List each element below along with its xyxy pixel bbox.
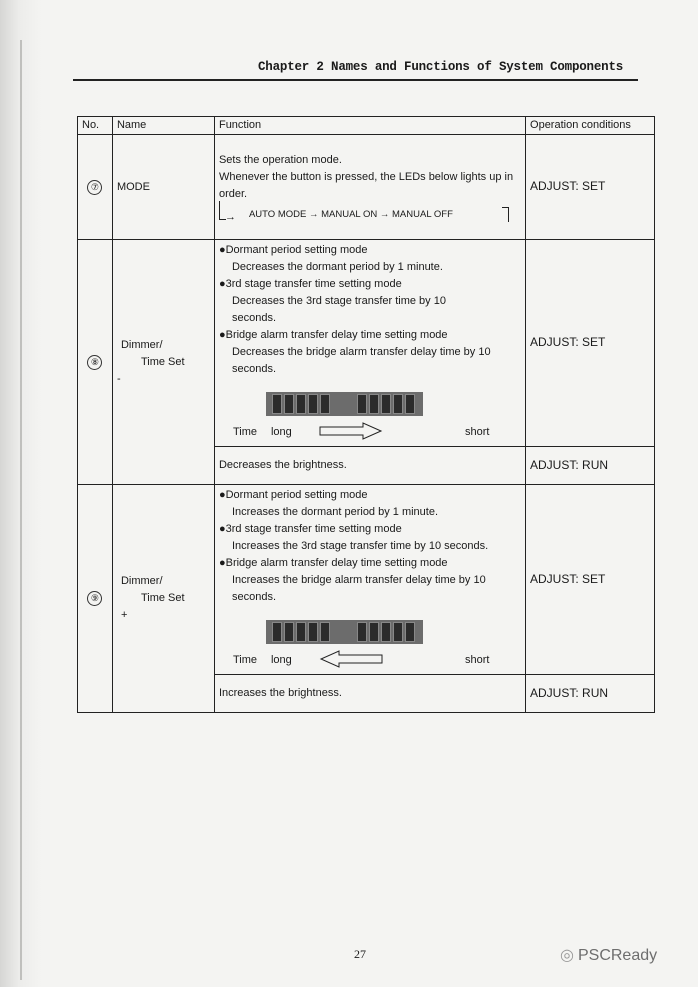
page-number: 27 bbox=[354, 947, 366, 961]
function-line: seconds. bbox=[231, 312, 276, 324]
function-line: ●Dormant period setting mode bbox=[218, 489, 368, 501]
led-segment bbox=[272, 394, 282, 414]
item-name-line2: Time Set bbox=[140, 592, 185, 604]
short-label: short bbox=[464, 654, 490, 666]
operation-condition: ADJUST: SET bbox=[530, 571, 606, 586]
led-segment bbox=[308, 622, 318, 642]
function-line: ●3rd stage transfer time setting mode bbox=[218, 278, 402, 290]
header-rule bbox=[73, 79, 638, 81]
long-label: long bbox=[270, 654, 292, 666]
led-segment bbox=[320, 394, 330, 414]
item-sign: - bbox=[116, 372, 121, 385]
binding-line bbox=[20, 40, 22, 980]
function-line: seconds. bbox=[231, 363, 276, 375]
item-sign: + bbox=[120, 609, 128, 621]
operation-condition: ADJUST: SET bbox=[530, 335, 606, 349]
item-name: Dimmer/ bbox=[120, 338, 163, 351]
mode-sequence bbox=[219, 205, 521, 223]
col-header-name: Name bbox=[112, 117, 214, 135]
col-header-operation: Operation conditions bbox=[526, 117, 655, 135]
led-display bbox=[266, 392, 423, 416]
time-label: Time bbox=[232, 654, 258, 666]
led-segment bbox=[296, 622, 306, 642]
function-line: ●3rd stage transfer time setting mode bbox=[218, 523, 402, 535]
table-row bbox=[78, 135, 655, 240]
item-name: MODE bbox=[116, 180, 150, 193]
sequence-bracket bbox=[502, 207, 509, 222]
short-label: short bbox=[464, 426, 490, 438]
led-segment bbox=[272, 622, 282, 642]
function-line: Decreases the dormant period by 1 minute. bbox=[231, 261, 443, 273]
function-line: Increases the brightness. bbox=[218, 687, 342, 699]
function-line: ●Bridge alarm transfer delay time setting mode bbox=[218, 557, 448, 569]
item-name: Dimmer/ bbox=[120, 575, 163, 587]
time-scale bbox=[219, 652, 521, 672]
function-line: Increases the dormant period by 1 minute. bbox=[231, 506, 439, 518]
function-line: Increases the bridge alarm transfer delay time by 10 bbox=[231, 574, 486, 586]
led-segment bbox=[405, 622, 415, 642]
time-scale bbox=[219, 424, 521, 444]
function-line: ●Bridge alarm transfer delay time setting mode bbox=[218, 329, 448, 341]
long-label: long bbox=[270, 426, 292, 438]
function-line: Sets the operation mode. bbox=[218, 153, 342, 166]
led-display bbox=[266, 620, 423, 644]
led-segment bbox=[393, 622, 403, 642]
operation-condition: ADJUST: SET bbox=[530, 179, 606, 193]
led-segment bbox=[369, 394, 379, 414]
col-header-no: No. bbox=[78, 117, 113, 135]
led-segment bbox=[369, 622, 379, 642]
operation-condition: ADJUST: RUN bbox=[530, 685, 609, 700]
led-segment bbox=[308, 394, 318, 414]
led-segment bbox=[405, 394, 415, 414]
led-segment bbox=[296, 394, 306, 414]
function-line: Whenever the button is pressed, the LEDs below lights up in order. bbox=[218, 170, 514, 200]
arrow-right-icon bbox=[319, 422, 383, 440]
components-table bbox=[77, 116, 655, 713]
arrow-icon: → bbox=[224, 210, 236, 223]
watermark-text: PSCReady bbox=[577, 947, 658, 964]
led-segment bbox=[381, 394, 391, 414]
function-line: Decreases the bridge alarm transfer delay time by 10 bbox=[231, 346, 491, 358]
function-line: ●Dormant period setting mode bbox=[218, 244, 368, 256]
operation-condition: ADJUST: RUN bbox=[530, 457, 609, 472]
led-segment bbox=[357, 622, 367, 642]
function-line: Decreases the 3rd stage transfer time by 10 bbox=[231, 295, 446, 307]
chapter-title: Chapter 2 Names and Functions of System Components bbox=[258, 60, 624, 74]
item-number: ⑨ bbox=[87, 591, 102, 606]
table-row bbox=[78, 240, 655, 447]
led-segment bbox=[357, 394, 367, 414]
item-name-line2: Time Set bbox=[140, 355, 185, 368]
arrow-left-icon bbox=[319, 650, 383, 668]
table-row bbox=[78, 485, 655, 675]
led-segment bbox=[320, 622, 330, 642]
table-header-row bbox=[78, 117, 655, 135]
led-segment bbox=[284, 622, 294, 642]
watermark bbox=[560, 945, 657, 965]
chat-bubble-icon: ◎ bbox=[560, 947, 574, 964]
item-number: ⑦ bbox=[87, 180, 102, 195]
led-segment bbox=[284, 394, 294, 414]
mode-sequence-text: AUTO MODE → MANUAL ON → MANUAL OFF bbox=[248, 208, 453, 220]
function-line: Increases the 3rd stage transfer time by 10 seconds. bbox=[231, 540, 489, 552]
time-label: Time bbox=[232, 426, 258, 438]
item-number: ⑧ bbox=[87, 355, 102, 370]
function-line: seconds. bbox=[231, 591, 276, 603]
led-segment bbox=[393, 394, 403, 414]
col-header-function: Function bbox=[214, 117, 525, 135]
function-line: Decreases the brightness. bbox=[218, 459, 347, 471]
led-segment bbox=[381, 622, 391, 642]
